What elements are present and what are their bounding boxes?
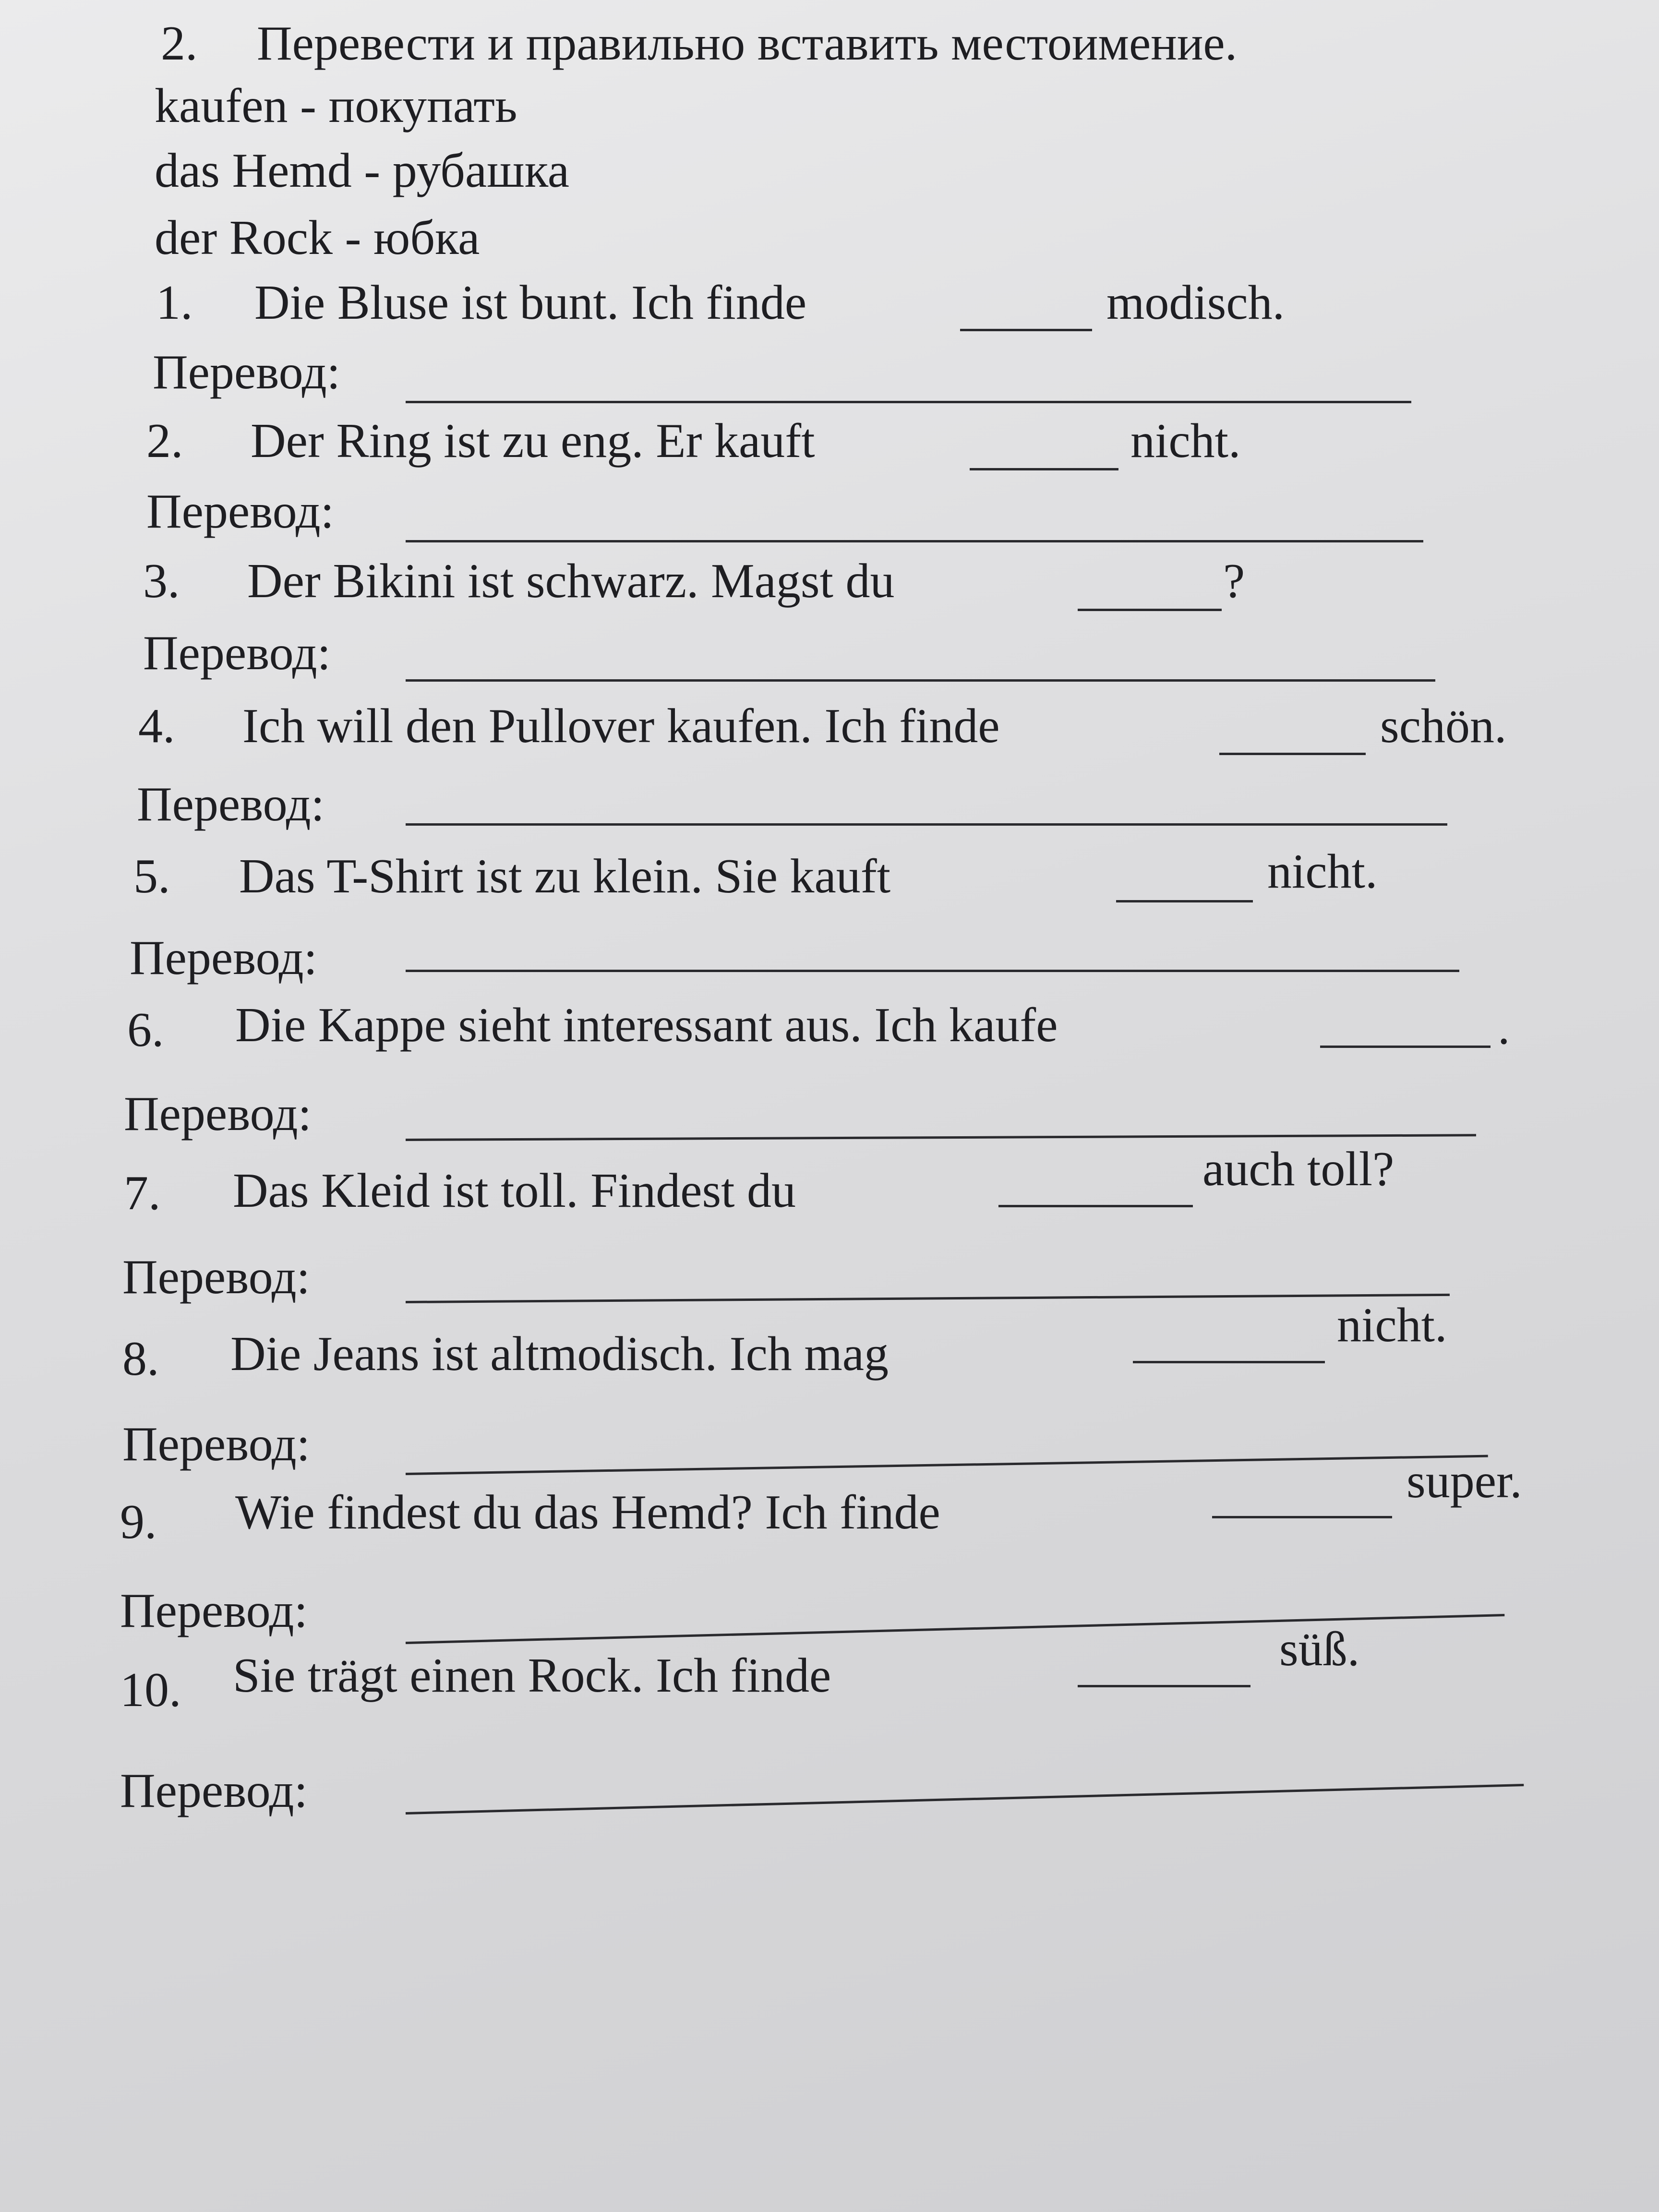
sentence-text: Das T-Shirt ist zu klein. Sie kauft — [239, 849, 891, 903]
answer-label: Перевод: — [153, 345, 340, 399]
fill-blank[interactable] — [1212, 1516, 1392, 1518]
sentence-ending: nicht. — [1337, 1298, 1447, 1352]
sentence-number: 5. — [133, 849, 170, 903]
sentence-ending: schön. — [1380, 699, 1507, 753]
sentence-text: Wie findest du das Hemd? Ich finde — [235, 1485, 940, 1539]
answer-label: Перевод: — [146, 484, 334, 539]
answer-line[interactable] — [406, 540, 1423, 542]
fill-blank[interactable] — [1078, 609, 1222, 611]
sentence-ending: nicht. — [1267, 844, 1378, 899]
sentence-ending: ? — [1223, 554, 1245, 608]
fill-blank[interactable] — [970, 468, 1118, 470]
fill-blank[interactable] — [1116, 900, 1253, 902]
answer-line[interactable] — [406, 1294, 1450, 1303]
answer-label: Перевод: — [143, 626, 331, 680]
vocab-item: der Rock - юбка — [155, 211, 480, 265]
sentence-number: 9. — [120, 1495, 157, 1549]
answer-line[interactable] — [406, 970, 1459, 972]
sentence-number: 8. — [122, 1332, 159, 1386]
sentence-ending: nicht. — [1130, 414, 1241, 468]
sentence-text: Die Jeans ist altmodisch. Ich mag — [230, 1327, 889, 1381]
answer-label: Перевод: — [130, 931, 317, 985]
sentence-number: 4. — [138, 699, 175, 753]
fill-blank[interactable] — [1078, 1685, 1250, 1687]
sentence-number: 7. — [124, 1166, 161, 1220]
answer-label: Перевод: — [120, 1764, 308, 1818]
sentence-text: Die Bluse ist bunt. Ich finde — [254, 276, 807, 330]
vocab-item: das Hemd - рубашка — [155, 144, 570, 198]
answer-line[interactable] — [406, 1134, 1476, 1141]
sentence-ending: auch toll? — [1202, 1142, 1395, 1196]
sentence-text: Der Bikini ist schwarz. Magst du — [247, 554, 895, 608]
answer-label: Перевод: — [124, 1087, 312, 1141]
answer-label: Перевод: — [120, 1584, 308, 1638]
answer-line[interactable] — [406, 401, 1411, 403]
sentence-ending: . — [1498, 1000, 1510, 1055]
sentence-number: 2. — [146, 414, 183, 468]
task-title: Перевести и правильно вставить местоимение. — [257, 16, 1238, 71]
fill-blank[interactable] — [1133, 1361, 1325, 1363]
sentence-number: 6. — [127, 1003, 164, 1057]
answer-label: Перевод: — [122, 1417, 310, 1471]
fill-blank[interactable] — [960, 329, 1092, 331]
answer-line[interactable] — [406, 823, 1447, 826]
answer-line[interactable] — [406, 1455, 1488, 1475]
sentence-number: 10. — [120, 1663, 181, 1717]
sentence-ending: modisch. — [1106, 276, 1285, 330]
sentence-ending: süß. — [1279, 1622, 1360, 1676]
answer-label: Перевод: — [137, 777, 325, 831]
vocab-item: kaufen - покупать — [155, 79, 517, 133]
sentence-number: 1. — [156, 276, 193, 330]
sentence-ending: super. — [1407, 1454, 1522, 1508]
answer-line[interactable] — [406, 679, 1435, 682]
answer-label: Перевод: — [122, 1250, 310, 1304]
sentence-text: Ich will den Pullover kaufen. Ich finde — [242, 699, 1000, 753]
sentence-text: Die Kappe sieht interessant aus. Ich kaufe — [235, 998, 1058, 1052]
sentence-text: Der Ring ist zu eng. Er kauft — [251, 414, 815, 468]
fill-blank[interactable] — [998, 1205, 1193, 1207]
sentence-text: Das Kleid ist toll. Findest du — [233, 1164, 796, 1218]
task-number: 2. — [161, 16, 198, 71]
fill-blank[interactable] — [1219, 753, 1366, 755]
fill-blank[interactable] — [1320, 1046, 1491, 1048]
sentence-text: Sie trägt einen Rock. Ich finde — [233, 1648, 831, 1703]
answer-line[interactable] — [406, 1784, 1524, 1815]
sentence-number: 3. — [143, 554, 180, 608]
